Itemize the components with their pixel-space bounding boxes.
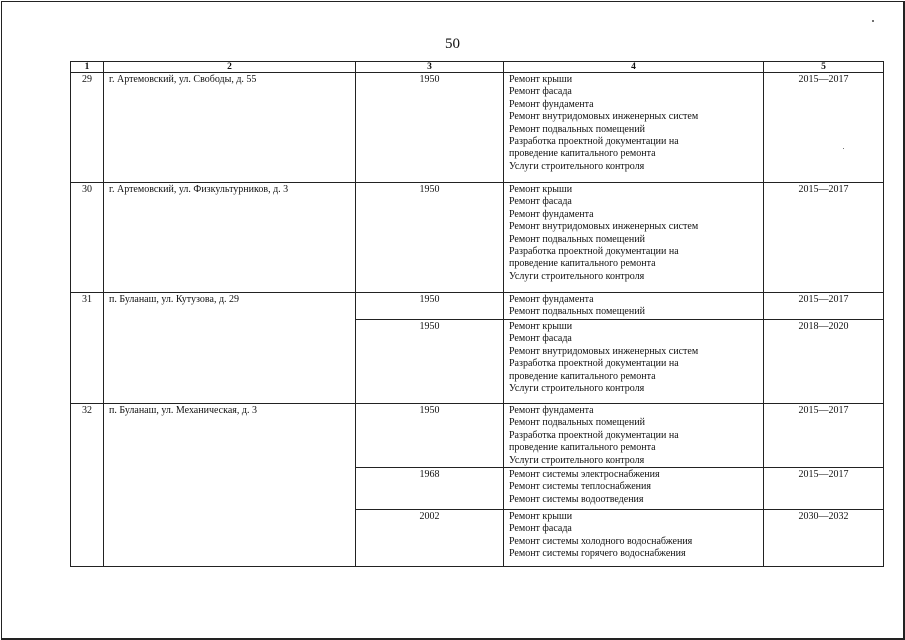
repair-work-item: Ремонт подвальных помещений (509, 233, 645, 245)
building-address: п. Буланаш, ул. Механическая, д. 3 (104, 404, 356, 567)
scan-speck (872, 20, 874, 22)
page-number: 50 (445, 36, 460, 52)
repair-period: 2015—2017 (764, 404, 884, 468)
repair-work-item: проведение капитального ремонта (509, 370, 656, 382)
repair-period: 2015—2017 (764, 73, 884, 183)
repair-work-item: Ремонт системы водоотведения (509, 493, 644, 505)
repair-work-item: проведение капитального ремонта (509, 258, 656, 270)
item-number: 29 (71, 73, 104, 183)
commissioning-year: 1950 (356, 293, 504, 320)
repair-work-item: Услуги строительного контроля (509, 383, 645, 395)
item-number: 31 (71, 293, 104, 404)
repair-work-item: проведение капитального ремонта (509, 442, 656, 454)
repair-work-item: Ремонт системы холодного водоснабжения (509, 535, 693, 547)
column-header: 5 (764, 62, 884, 73)
repair-work-item: проведение капитального ремонта (509, 148, 656, 160)
repair-work-item: Услуги строительного контроля (509, 160, 645, 172)
repair-work-item: Ремонт фасада (509, 523, 572, 535)
building-address: п. Буланаш, ул. Кутузова, д. 29 (104, 293, 356, 404)
repair-schedule-table (70, 61, 884, 567)
repair-period: 2018—2020 (764, 320, 884, 404)
repair-works-list (504, 73, 764, 183)
column-header: 2 (104, 62, 356, 73)
header-row (71, 62, 884, 73)
commissioning-year: 1968 (356, 468, 504, 510)
repair-work-item: Ремонт фундамента (509, 98, 594, 110)
table-row (71, 404, 884, 468)
repair-works-list (504, 404, 764, 468)
item-number: 30 (71, 183, 104, 293)
commissioning-year: 1950 (356, 320, 504, 404)
repair-work-item: Ремонт подвальных помещений (509, 417, 645, 429)
commissioning-year: 2002 (356, 510, 504, 567)
building-address: г. Артемовский, ул. Свободы, д. 55 (104, 73, 356, 183)
repair-work-item: Ремонт подвальных помещений (509, 306, 645, 318)
table-body (71, 73, 884, 567)
repair-work-item: Ремонт системы горячего водоснабжения (509, 548, 686, 560)
repair-work-item: Ремонт фасада (509, 196, 572, 208)
building-address: г. Артемовский, ул. Физкультурников, д. 3 (104, 183, 356, 293)
column-header: 4 (504, 62, 764, 73)
repair-period: 2030—2032 (764, 510, 884, 567)
repair-works-list (504, 183, 764, 293)
repair-work-item: Ремонт фасада (509, 86, 572, 98)
repair-work-item: Ремонт внутридомовых инженерных систем (509, 111, 699, 123)
repair-work-item: Ремонт системы электроснабжения (509, 469, 660, 481)
column-header: 3 (356, 62, 504, 73)
commissioning-year: 1950 (356, 404, 504, 468)
repair-work-item: Ремонт крыши (509, 511, 573, 523)
repair-period: 2015—2017 (764, 183, 884, 293)
repair-work-item: Разработка проектной документации на (509, 429, 679, 441)
repair-period: 2015—2017 (764, 293, 884, 320)
column-header: 1 (71, 62, 104, 73)
repair-work-item: Ремонт внутридомовых инженерных систем (509, 221, 699, 233)
repair-work-item: Ремонт подвальных помещений (509, 123, 645, 135)
repair-work-item: Ремонт фундамента (509, 208, 594, 220)
table-row (71, 293, 884, 320)
table-row (71, 73, 884, 183)
repair-work-item: Ремонт системы теплоснабжения (509, 481, 651, 493)
repair-work-item: Услуги строительного контроля (509, 270, 645, 282)
repair-works-list (504, 320, 764, 404)
table-row (71, 183, 884, 293)
commissioning-year: 1950 (356, 73, 504, 183)
repair-works-list (504, 293, 764, 320)
item-number: 32 (71, 404, 104, 567)
repair-work-item: Ремонт фасада (509, 333, 572, 345)
repair-period: 2015—2017 (764, 468, 884, 510)
repair-work-item: Услуги строительного контроля (509, 454, 645, 466)
repair-works-list (504, 468, 764, 510)
repair-works-list (504, 510, 764, 567)
repair-work-item: Ремонт фундамента (509, 405, 594, 416)
repair-work-item: Ремонт крыши (509, 321, 573, 332)
repair-work-item: Разработка проектной документации на (509, 358, 679, 370)
commissioning-year: 1950 (356, 183, 504, 293)
repair-work-item: Разработка проектной документации на (509, 136, 679, 148)
repair-work-item: Ремонт крыши (509, 74, 573, 85)
repair-work-item: Разработка проектной документации на (509, 246, 679, 258)
repair-work-item: Ремонт внутридомовых инженерных систем (509, 345, 699, 357)
repair-work-item: Ремонт крыши (509, 184, 573, 195)
repair-work-item: Ремонт фундамента (509, 294, 594, 305)
